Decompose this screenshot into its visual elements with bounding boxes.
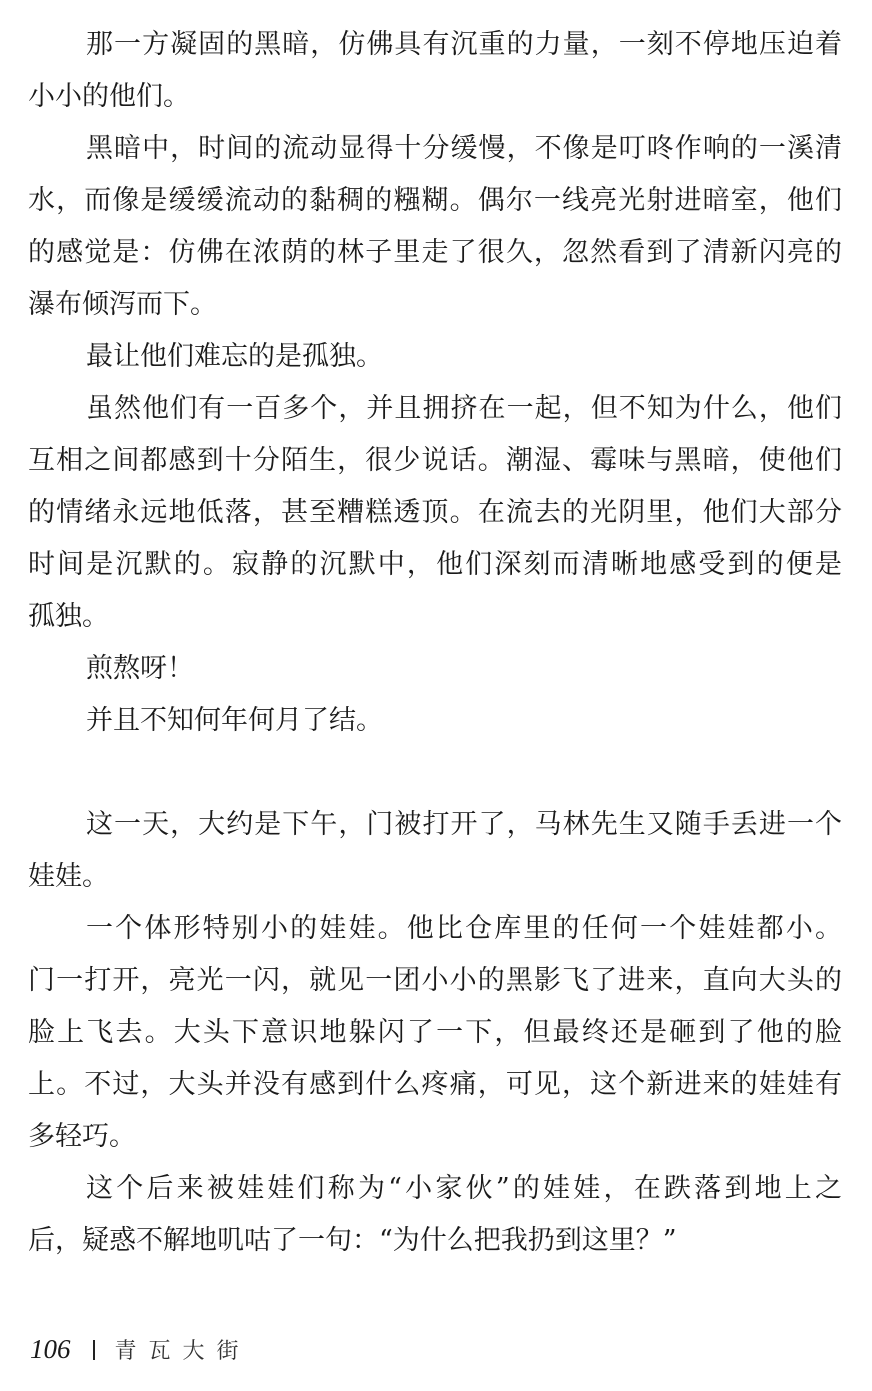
text-line: 多轻巧。 (28, 1121, 136, 1152)
paragraph (28, 799, 842, 903)
text-line: 后，疑惑不解地叽咕了一句：“为什么把我扔到这里？” (28, 1225, 677, 1256)
paragraph (28, 1163, 842, 1267)
paragraph (28, 903, 842, 1163)
page-footer (30, 1334, 251, 1365)
paragraph-break (28, 747, 842, 799)
text-line: 互相之间都感到十分陌生，很少说话。潮湿、霉味与黑暗，使他们 (28, 445, 842, 476)
text-line: 孤独。 (28, 601, 109, 632)
text-line: 并且不知何年何月了结。 (86, 705, 383, 736)
paragraph (28, 331, 842, 383)
text-line: 那一方凝固的黑暗，仿佛具有沉重的力量，一刻不停地压迫着 (86, 29, 842, 60)
text-line: 小小的他们。 (28, 81, 190, 112)
page-number: 106 (30, 1334, 71, 1364)
paragraph (28, 19, 842, 123)
text-line: 上。不过，大头并没有感到什么疼痛，可见，这个新进来的娃娃有 (28, 1069, 842, 1100)
text-line: 煎熬呀！ (86, 653, 194, 684)
text-line: 脸上飞去。大头下意识地躲闪了一下，但最终还是砸到了他的脸 (28, 1017, 842, 1048)
text-line: 时间是沉默的。寂静的沉默中，他们深刻而清晰地感受到的便是 (28, 549, 842, 580)
text-line: 的情绪永远地低落，甚至糟糕透顶。在流去的光阴里，他们大部分 (28, 497, 842, 528)
text-line: 水，而像是缓缓流动的黏稠的糨糊。偶尔一线亮光射进暗室，他们 (28, 185, 842, 216)
text-line: 最让他们难忘的是孤独。 (86, 341, 383, 372)
book-title: 青瓦大街 (114, 1339, 251, 1364)
paragraph (28, 695, 842, 747)
paragraph (28, 383, 842, 643)
body-text (28, 19, 842, 1267)
paragraph (28, 123, 842, 331)
text-line: 这个后来被娃娃们称为“小家伙”的娃娃，在跌落到地上之 (86, 1173, 842, 1204)
paragraph (28, 643, 842, 695)
footer-separator (93, 1340, 95, 1360)
text-line: 黑暗中，时间的流动显得十分缓慢，不像是叮咚作响的一溪清 (86, 133, 842, 164)
text-line: 瀑布倾泻而下。 (28, 289, 217, 320)
text-line: 娃娃。 (28, 861, 109, 892)
text-line: 门一打开，亮光一闪，就见一团小小的黑影飞了进来，直向大头的 (28, 965, 842, 996)
text-line: 这一天，大约是下午，门被打开了，马林先生又随手丢进一个 (86, 809, 842, 840)
text-line: 虽然他们有一百多个，并且拥挤在一起，但不知为什么，他们 (86, 393, 842, 424)
text-line: 一个体形特别小的娃娃。他比仓库里的任何一个娃娃都小。 (86, 913, 842, 944)
text-line: 的感觉是：仿佛在浓荫的林子里走了很久，忽然看到了清新闪亮的 (28, 237, 842, 268)
